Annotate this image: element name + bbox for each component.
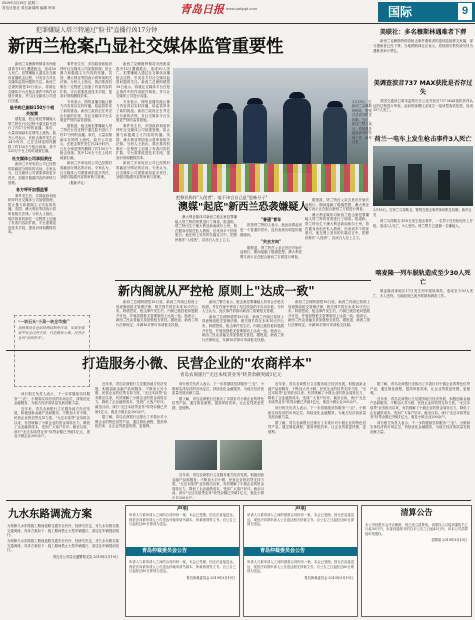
banner-col-1	[95, 382, 167, 497]
traffic-notice-title: 九水东路调流方案	[8, 508, 92, 520]
top-story-col-1	[8, 62, 56, 312]
paragraph: 专家表示，网络直播功能让暴力内容得以实时传播，给监管带来了新的挑战。新西兰政府正在考虑出台新的法规，对社交媒体平台实施更严格的监管措施。	[116, 99, 170, 123]
right-story-1-body	[373, 39, 473, 77]
top-kicker: 犯罪嫌疑人塔兰特通过"脸书"直播行凶17分钟	[36, 27, 158, 34]
banner-subheadline: 青岛农商银行"无还本续贷业务"转贷余额突破1亿元	[180, 373, 282, 378]
paragraph: 新西兰总理阿德恩18日说，新西兰内阁已原则上同意修改枪支管理法律，相关细节将在未来10天内公布。阿德恩说，枪击事件发生后，内阁已就控枪问题展开讨论，并就加强枪支管理原则上达成一致。她表示，新西兰民众普遍支持加强枪支管控。据报道，新西兰现行法律规定，年满16岁即可申请枪支执照。	[116, 300, 198, 327]
subhead: "失去方向"	[260, 239, 282, 245]
section-divider	[6, 350, 471, 351]
subhead: "普通"青年	[260, 217, 282, 222]
notice-3-signer: 清算组 2019年3月19日	[431, 538, 467, 543]
paragraph: 近年来，青岛农商银行立足服务地方经济发展，积极创新金融产品和服务，不断加大对小微、民营企业的信贷支持力度。"无还本续贷"业务推出以来，有效缓解了小微企业的资金周转压力，降低了企业融资成本，受到广大客户好评。截至目前，该行"无还本续贷业务"转贷余额已突破1亿元，惠及小微企业200余户。	[14, 406, 90, 439]
main-photo-caption: 3月18日，在新西兰克赖斯特彻奇，警察在清真寺附近执勤。当日，新西兰警方表示，将加强各地清真寺的安保工作。新华社发	[352, 100, 372, 144]
paragraph: 据了解，青岛农商银行还推出了多款针对小微企业的特色信贷产品，通过简化流程、提高审批效率，让企业贷款更快捷、更便利。	[172, 396, 264, 410]
date-line: 2019年3月19日 星期二	[2, 1, 39, 5]
subhead: 各方呼吁加强监管	[16, 187, 48, 193]
paragraph: 该行相关负责人表示，下一步将继续坚持服务"三农"、小微和实体经济的市场定位，持续优化金融服务，为地方经济高质量发展贡献力量。	[268, 405, 366, 420]
divider	[115, 280, 371, 281]
notice-1	[125, 505, 240, 617]
banner-col-left	[14, 392, 90, 498]
notice-2-signer: 青岛仲裁委员会 2019年3月19日	[304, 575, 353, 580]
paragraph: 据了解，青岛农商银行还推出了多款针对小微企业的特色信贷产品，通过简化流程、提高审批效率，让企业贷款更快捷、更便利。	[370, 382, 470, 396]
paragraph: 事件发生后，多国政府和组织呼吁社交媒体公司加强管理，防止暴力和极端主义内容的传播。英国、澳大利亚等国表示将审视相关法律。分析人士指出，算法推荐机制在一定程度上加速了有害内容的扩散，平台需要改进技术手段，提高识别和删除效率。	[116, 123, 170, 160]
site-url[interactable]: www.dailyqd.com	[226, 6, 257, 11]
right-story-3-body	[373, 219, 473, 267]
notice-2-body: 申请人与被申请人之间的借款合同纠纷一案，本会已受理。因无法直接送达，现依法向被申请人公告送达相关仲裁文书。自公告之日起经过60日即视为送达。	[247, 560, 354, 574]
notice-1-signer: 青岛仲裁委员会 2019年3月19日	[186, 575, 235, 580]
paragraph: 据报道，塔兰特在父亲去世后开始长途旅行，期间接触了极端思想。澳大利亚警方表示正在配合新西兰方面进行调查。	[305, 198, 369, 212]
notice-2-title: 声明	[294, 506, 306, 512]
paragraph: 据了解，青岛农商银行还推出了多款针对小微企业的特色信贷产品，通过简化流程、提高审批效率，让企业贷款更快捷、更便利。	[95, 415, 167, 429]
page-header	[0, 0, 475, 24]
main-news-photo	[173, 68, 368, 192]
middle-story-col-2	[240, 215, 302, 277]
paragraph: 新西兰总理阿德恩18日说，新西兰内阁已原则上同意修改枪支管理法律，相关细节将在未来10天内公布。阿德恩说，枪击事件发生后，内阁已就控枪问题展开讨论，并就加强枪支管理原则上达成一致。她表示，新西兰民众普遍支持加强枪支管控。据报道，新西兰现行法律规定，年满16岁即可申请枪支执照。	[202, 314, 284, 342]
paragraph: 近年来，青岛农商银行立足服务地方经济发展，积极创新金融产品和服务，不断加大对小微、民营企业的信贷支持力度。"无还本续贷"业务推出以来，有效缓解了小微企业的资金周转压力，降低了企业融资成本，受到广大客户好评。截至目前，该行"无还本续贷业务"转贷余额已突破1亿元，惠及小微企业200余户。	[172, 473, 264, 499]
top-story-col-2	[60, 62, 112, 312]
bank-photo-2	[220, 440, 262, 470]
netherlands-photo	[373, 146, 473, 206]
notice-1-band: 青岛仲裁委员会公告	[126, 547, 239, 556]
pull-quote-title: "一块石头"小菜一块全市推广	[18, 319, 71, 324]
paragraph: 该行相关负责人表示，下一步将继续坚持服务"三农"、小微和实体经济的市场定位，持续优化金融服务，为地方经济高质量发展贡献力量。	[370, 420, 470, 434]
notice-2	[243, 505, 358, 617]
paragraph: 新西兰总理阿德恩18日说，新西兰内阁已原则上同意修改枪支管理法律，相关细节将在未来10天内公布。阿德恩说，枪击事件发生后，内阁已就控枪问题展开讨论，并就加强枪支管理原则上达成一致。她表示，新西兰民众普遍支持加强枪支管控。据报道，新西兰现行法律规定，年满16岁即可申请枪支执照。	[288, 300, 370, 327]
notice-2-top-body: 申请人与被申请人之间的借款合同纠纷一案，本会已受理。因无法直接送达，现依法向被申请人公告送达相关仲裁文书。自公告之日起经过60日即视为送达。	[247, 513, 354, 527]
paragraph: 据报道，枪击案犯罪嫌疑人塔兰特在行凶过程中通过脸书进行了约17分钟的直播。事后，大量视频副本在网络上流传。脸书公司表示，在枪击事件发生后24小时内，已在全球范围内删除了约150万个枪击视频，其中120万个在上传时就被拦截。	[60, 123, 112, 160]
pull-quote	[14, 315, 90, 387]
paragraph: 近年来，青岛农商银行立足服务地方经济发展，积极创新金融产品和服务，不断加大对小微、民营企业的信贷支持力度。"无还本续贷"业务推出以来，有效缓解了小微企业的资金周转压力，降低了企业融资成本，受到广大客户好评。截至目前，该行"无还本续贷业务"转贷余额已突破1亿元，惠及小微企业200余户。	[268, 382, 366, 405]
banner-col-4	[370, 382, 470, 497]
source: （据新华社）	[67, 180, 88, 185]
paragraph: 澳大利亚媒体对新西兰枪击案犯罪嫌疑人塔兰特的背景进行了调查。报道称，塔兰特出生于澳大利亚新南威尔士州，曾在健身房担任私人教练，后来到多个国家旅行。他在网上发布的长篇宣言中，把移民称作"入侵者"，宣扬白人至上主义。	[305, 212, 369, 240]
masthead-logo: 青岛日报	[180, 3, 224, 16]
gun-story-col-3	[288, 300, 370, 346]
notice-1-title: 声明	[176, 506, 188, 512]
bank-photo-1	[175, 440, 217, 470]
paragraph: 事件发生后，多国政府和组织呼吁社交媒体公司加强管理，防止暴力和极端主义内容的传播。英国、澳大利亚等国表示将审视相关法律。分析人士指出，算法推荐机制在一定程度上加速了有害内容的扩散，平台需要改进技术手段，提高识别和删除效率。	[8, 193, 56, 235]
traffic-notice-body-repeat: 为保障九水东路施工期间道路交通安全有序，经研究决定，对九水东路实施交通调流，具体方案如下：施工期间禁止大型车辆通行，请过往车辆提前绕行。	[7, 538, 119, 553]
paragraph: 该行相关负责人表示，下一步将继续坚持服务"三农"、小微和实体经济的市场定位，持续优化金融服务，为地方经济高质量发展贡献力量。	[172, 382, 264, 396]
paragraph: 据报道，枪击案犯罪嫌疑人塔兰特在行凶过程中通过脸书进行了约17分钟的直播。事后，大量视频副本在网络上流传。脸书公司表示，在枪击事件发生后24小时内，已在全球范围内删除了约150万个枪击视频，其中120万个在上传时就被拦截。	[8, 117, 56, 154]
banner-col-2	[172, 382, 264, 438]
gun-headline: 新内阁就从严控枪 原则上"达成一致"	[118, 284, 315, 298]
pull-quote-body: 加快推动农业供给侧结构性改革，培育发展新型农业经营主体，打造服务小微、民营企业的"农商样本"。	[18, 326, 85, 340]
traffic-notice	[4, 505, 122, 617]
paragraph: 该行相关负责人表示，下一步将继续坚持服务"三农"、小微和实体经济的市场定位，持续优化金融服务，为地方经济高质量发展贡献力量。	[14, 392, 90, 406]
editor-line: 青岛日报社 青岛新闻网 编辑 审读	[2, 5, 56, 10]
middle-headline: 澳媒"起底"新西兰恐袭嫌疑人	[178, 202, 309, 213]
paragraph: 事件发生后，多国政府和组织呼吁社交媒体公司加强管理，防止暴力和极端主义内容的传播。英国、澳大利亚等国表示将审视相关法律。分析人士指出，算法推荐机制在一定程度上加速了有害内容的扩散，平台需要改进技术手段，提高识别和删除效率。	[60, 62, 112, 99]
traffic-notice-signer: 青岛市公安局交通警察支队 2019年3月19日	[52, 554, 118, 559]
notice-3-body: 本公司经股东会决议解散，现已成立清算组。请债权人自接到通知书之日起30日内，未接到通知书的自本公告之日起45日内，向本公司清算组申报债权。	[365, 522, 468, 536]
paragraph: 据报道，塔兰特在父亲去世后开始长途旅行，期间接触了极端思想。澳大利亚警方表示正在配合新西兰方面进行调查。	[240, 245, 302, 259]
banner-col-3	[268, 382, 366, 497]
paragraph: 新西兰克赖斯特彻奇市两座清真寺15日遭遇枪击，造成50人死亡。犯罪嫌疑人通过社交媒体直播枪击过程，引发各方对社交媒体监管问题的关注。新西兰总理阿德恩18日表示，将就社交媒体平台在枪击事件中的作用展开调查，并与社交媒体公司进行沟通。	[116, 62, 170, 99]
top-headline: 新西兰枪案凸显社交媒体监管重要性	[8, 37, 284, 57]
paragraph: 近年来，青岛农商银行立足服务地方经济发展，积极创新金融产品和服务，不断加大对小微、民营企业的信贷支持力度。"无还本续贷"业务推出以来，有效缓解了小微企业的资金周转压力，降低了企业融资成本，受到广大客户好评。截至目前，该行"无还本续贷业务"转贷余额已突破1亿元，惠及小微企业200余户。	[95, 382, 167, 414]
header-meta	[2, 1, 172, 10]
section-tab: 国际	[378, 2, 475, 22]
right-story-4-title: 喀麦隆一列车脱轨造成至少30人死亡	[375, 270, 471, 286]
subhead: 社交媒体公司承担责任	[12, 155, 52, 161]
paragraph: 熟悉塔兰特的人表示，他此前看起来是一个普通的青年，没有表现出明显的极端倾向。	[240, 223, 302, 237]
gun-story-col-1	[116, 300, 198, 346]
right-story-3-title: 荷兰一电车上发生枪击事件3人死亡	[374, 136, 472, 144]
bottom-divider	[6, 500, 471, 501]
paragraph: 据了解，青岛农商银行还推出了多款针对小微企业的特色信贷产品，通过简化流程、提高审批效率，让企业贷款更快捷、更便利。	[268, 420, 366, 434]
right-story-2-body	[373, 99, 473, 133]
paragraph: 新西兰多家电信公司已经暂时屏蔽部分网站的访问。专家认为，社交媒体公司需要承担更多责任，加强对极端内容的审核与管理。	[60, 161, 112, 180]
middle-story-col-1	[175, 215, 237, 277]
banner-headline: 打造服务小微、民营企业的"农商样本"	[82, 356, 313, 372]
banner-col-2b	[172, 473, 264, 499]
paragraph: 新西兰警方表示，枪击案犯罪嫌疑人持有合法枪支执照，并在作案中使用了经过改装的半自动步枪。分析人士认为，此次事件将推动新西兰收紧枪支管理。	[202, 300, 284, 314]
paragraph: 澳大利亚媒体对新西兰枪击案犯罪嫌疑人塔兰特的背景进行了调查。报道称，塔兰特出生于澳大利亚新南威尔士州，曾在健身房担任私人教练，后来到多个国家旅行。他在网上发布的长篇宣言中，把移民称作"入侵者"，宣扬白人至上主义。	[175, 215, 237, 242]
subhead: 脸书称已删除150万个相关视频	[9, 105, 55, 116]
middle-story-col-3	[305, 198, 369, 278]
notice-2-band: 青岛仲裁委员会公告	[244, 547, 357, 556]
paragraph: 新西兰克赖斯特彻奇枪击事件遇难者的遗体陆续移交家属，部分遇难者已经下葬。当地穆斯林社区表示，将按照宗教传统尽快为遇难者举行葬礼。	[373, 39, 473, 53]
notice-3	[361, 505, 472, 617]
notice-1-body: 申请人与被申请人之间的合同纠纷一案，本会已受理。因无法直接送达，现依法向被申请人公告送达仲裁申请书副本、仲裁规则等文书。自公告之日起经过60日即视为送达。	[129, 560, 236, 574]
notice-1-top-body: 申请人与被申请人之间的合同纠纷一案，本会已受理。因无法直接送达，现依法向被申请人公告送达仲裁申请书副本、仲裁规则等文书。自公告之日起经过60日即视为送达。	[129, 513, 236, 527]
traffic-notice-body: 为保障九水东路施工期间道路交通安全有序，经研究决定，对九水东路实施交通调流，具体方案如下：施工期间禁止大型车辆通行，请过往车辆提前绕行。	[7, 524, 119, 538]
right-story-2-title: 美调查波音737 MAX获批是否存过失	[373, 80, 473, 96]
top-story-col-3	[116, 62, 170, 312]
paragraph: 喀麦隆西部地区17日发生列车脱轨事故，造成至少30人死亡，多人受伤。当地政府已展开救援和调查工作。	[373, 289, 473, 298]
paragraph: 美国交通部已要求监察长办公室对波音737 MAX客机获得认证的过程进行审查。此前埃塞俄比亚航空一架该型客机坠毁，造成157人死亡。	[373, 99, 473, 113]
paragraph: 新西兰多家电信公司已经暂时屏蔽部分网站的访问。专家认为，社交媒体公司需要承担更多责任，加强对极端内容的审核与管理。	[8, 162, 56, 185]
paragraph: 新西兰多家电信公司已经暂时屏蔽部分网站的访问。专家认为，社交媒体公司需要承担更多责任，加强对极端内容的审核与管理。	[116, 161, 170, 180]
right-story-1-title: 美联社：多名穆斯林遇难者下葬	[379, 29, 467, 36]
page-number: 9	[458, 3, 472, 20]
paragraph: 新西兰克赖斯特彻奇市两座清真寺15日遭遇枪击，造成50人死亡。犯罪嫌疑人通过社交媒体直播枪击过程，引发各方对社交媒体监管问题的关注。新西兰总理阿德恩18日表示，将就社交媒体平台在枪击事件中的作用展开调查，并与社交媒体公司进行沟通。	[8, 62, 56, 103]
paragraph: 专家表示，网络直播功能让暴力内容得以实时传播，给监管带来了新的挑战。新西兰政府正在考虑出台新的法规，对社交媒体平台实施更严格的监管措施。	[60, 99, 112, 123]
right-column	[373, 26, 473, 356]
right-story-4-body	[373, 289, 473, 319]
netherlands-photo-caption: 3月18日，在荷兰乌得勒支，警察在枪击事件现场附近执勤。新华社发	[373, 208, 472, 217]
gun-story-col-2	[202, 300, 284, 346]
middle-kicker: 把移民称作"入侵者"，毫不讳言自己是"恐怖分子"	[176, 195, 268, 200]
paragraph: 荷兰乌得勒支市18日发生枪击事件，一名男子在有轨电车上开枪，造成3人死亡，9人受伤。荷兰警方已逮捕一名嫌疑人。	[373, 219, 473, 228]
paragraph: 近年来，青岛农商银行立足服务地方经济发展，积极创新金融产品和服务，不断加大对小微、民营企业的信贷支持力度。"无还本续贷"业务推出以来，有效缓解了小微企业的资金周转压力，降低了企业融资成本，受到广大客户好评。截至目前，该行"无还本续贷业务"转贷余额已突破1亿元，惠及小微企业200余户。	[370, 396, 470, 420]
notice-3-title: 清算公告	[400, 508, 433, 517]
